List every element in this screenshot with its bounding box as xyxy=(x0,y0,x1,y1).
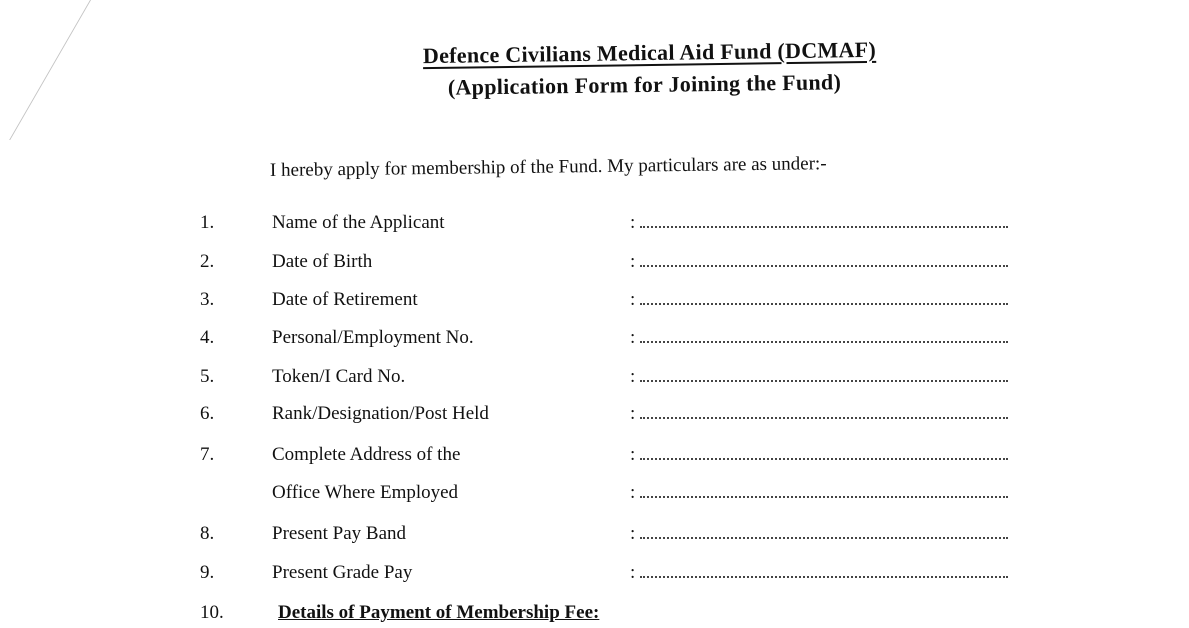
field-blank-line[interactable] xyxy=(640,226,1008,228)
field-blank-line[interactable] xyxy=(640,341,1008,343)
field-colon: : xyxy=(630,403,636,424)
field-blank-line[interactable] xyxy=(640,417,1008,419)
field-label: Present Pay Band xyxy=(272,523,407,544)
field-label: Date of Retirement xyxy=(272,289,418,310)
field-label: Present Grade Pay xyxy=(272,562,413,583)
field-colon: : xyxy=(630,212,636,233)
field-number: 2. xyxy=(200,251,215,272)
form-row xyxy=(0,251,1189,277)
field-number: 5. xyxy=(200,366,215,387)
section-payment-details xyxy=(0,602,1189,628)
section-heading: Details of Payment of Membership Fee: xyxy=(278,602,600,623)
form-row xyxy=(0,562,1189,588)
form-subtitle: (Application Form for Joining the Fund) xyxy=(447,69,842,100)
field-blank-line[interactable] xyxy=(640,265,1008,267)
field-colon: : xyxy=(630,482,636,503)
field-colon: : xyxy=(630,366,636,387)
field-label: Complete Address of the xyxy=(272,444,461,465)
field-number: 3. xyxy=(200,289,215,310)
field-number: 8. xyxy=(200,523,215,544)
field-colon: : xyxy=(630,327,636,348)
field-label: Office Where Employed xyxy=(272,482,459,503)
field-number: 6. xyxy=(200,403,215,424)
form-row xyxy=(0,403,1189,429)
field-blank-line[interactable] xyxy=(640,576,1008,578)
form-row xyxy=(0,289,1189,315)
field-blank-line[interactable] xyxy=(640,496,1008,498)
field-label: Personal/Employment No. xyxy=(272,327,474,348)
field-number: 9. xyxy=(200,562,215,583)
form-row xyxy=(0,212,1189,238)
form-row xyxy=(0,523,1189,549)
field-colon: : xyxy=(630,562,636,583)
intro-text: I hereby apply for membership of the Fund. My particulars are as under:- xyxy=(269,153,827,181)
field-colon: : xyxy=(630,523,636,544)
field-blank-line[interactable] xyxy=(640,458,1008,460)
field-colon: : xyxy=(630,444,636,465)
form-row xyxy=(0,444,1189,470)
field-blank-line[interactable] xyxy=(640,537,1008,539)
field-label: Token/I Card No. xyxy=(272,366,406,387)
field-label: Rank/Designation/Post Held xyxy=(272,403,489,424)
field-number: 4. xyxy=(200,327,215,348)
form-row xyxy=(0,482,1189,508)
form-row xyxy=(0,366,1189,392)
field-blank-line[interactable] xyxy=(640,380,1008,382)
field-number: 10. xyxy=(200,602,224,623)
form-row xyxy=(0,327,1189,353)
field-number: 1. xyxy=(200,212,215,233)
form-title: Defence Civilians Medical Aid Fund (DCMAF) xyxy=(422,36,877,69)
field-colon: : xyxy=(630,251,636,272)
field-label: Date of Birth xyxy=(272,251,373,272)
field-colon: : xyxy=(630,289,636,310)
field-blank-line[interactable] xyxy=(640,303,1008,305)
field-label: Name of the Applicant xyxy=(272,212,445,233)
field-number: 7. xyxy=(200,444,215,465)
